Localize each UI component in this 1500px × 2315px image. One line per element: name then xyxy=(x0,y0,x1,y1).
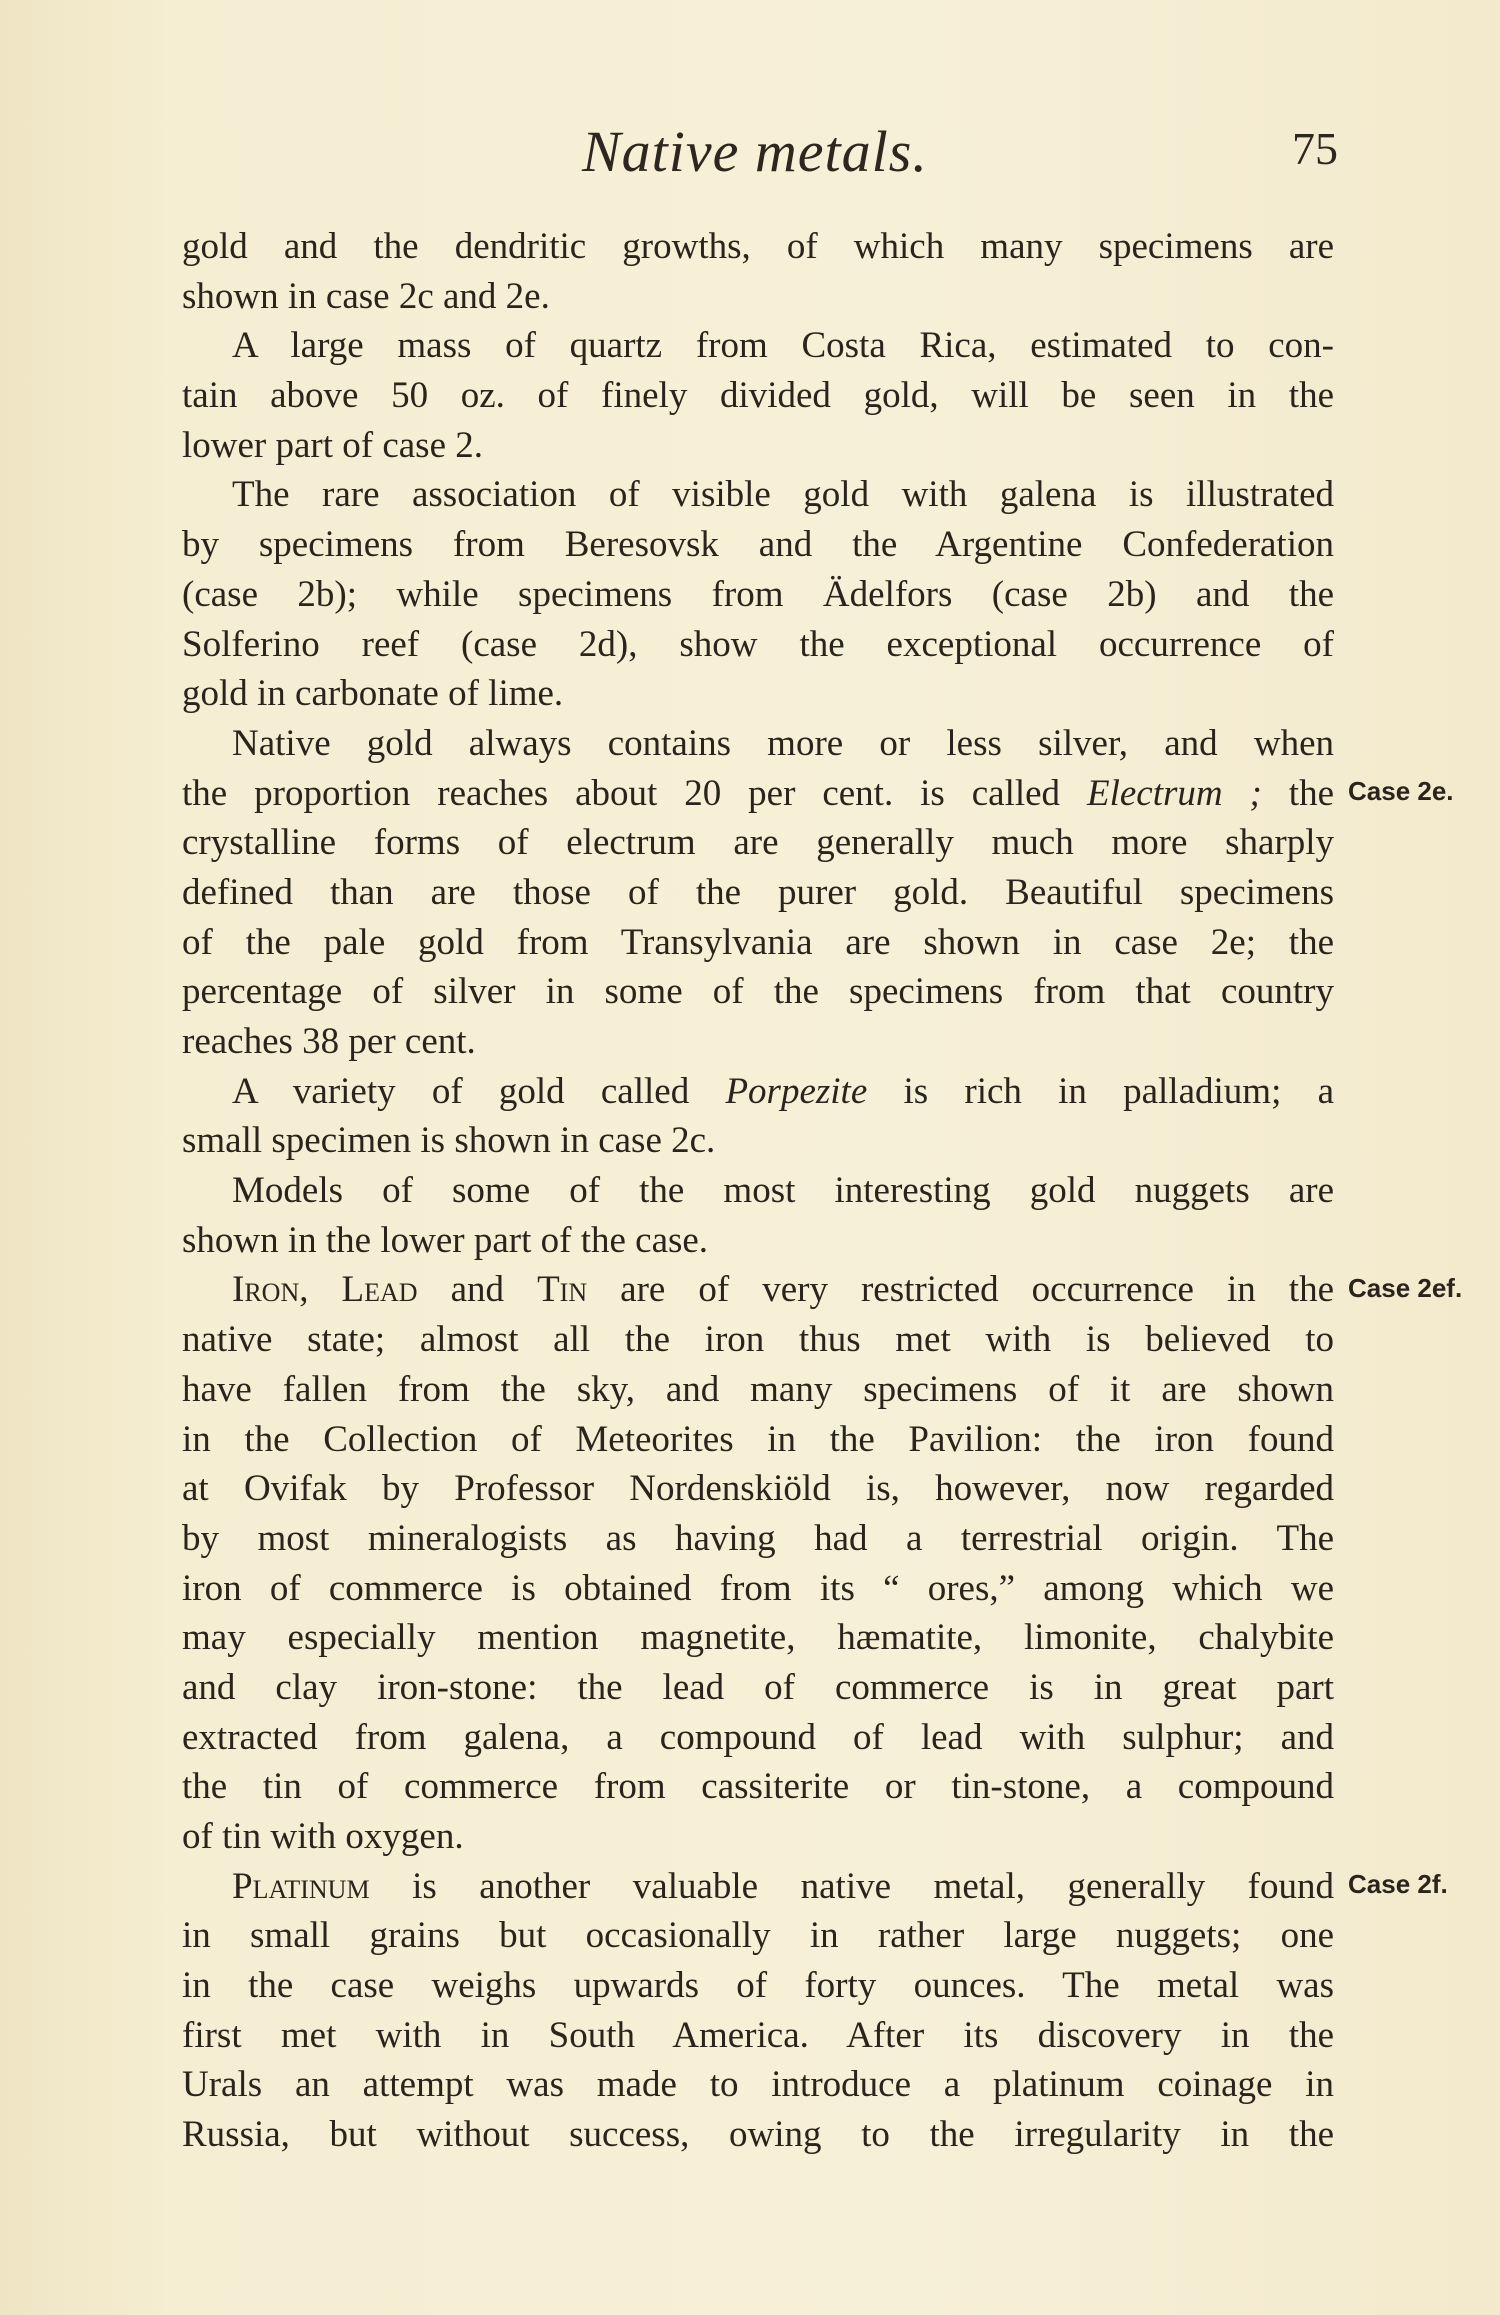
text-line: defined than are those of the purer gold. Beautiful specimens xyxy=(182,871,1334,913)
term-porpezite: Porpezite xyxy=(725,1070,868,1112)
text-run: A variety of gold called xyxy=(232,1070,726,1112)
text-line: extracted from galena, a compound of lead with sulphur; and xyxy=(182,1716,1334,1758)
text-line: The rare association of visible gold with galena is illustrated xyxy=(232,474,1334,516)
text-line: (case 2b); while specimens from Ädelfors (case 2b) and the xyxy=(182,573,1334,615)
text-line: Models of some of the most interesting gold nuggets are xyxy=(232,1170,1334,1212)
text-run: is rich in palladium; a xyxy=(867,1070,1334,1112)
text-run: the xyxy=(1261,772,1335,814)
text-run: and xyxy=(417,1269,538,1311)
text-line: and clay iron-stone: the lead of commerce is in great part xyxy=(182,1666,1334,1708)
margin-note-case-2f: Case 2f. xyxy=(1348,1869,1448,1899)
text-line xyxy=(182,1862,1334,1912)
text-line: in the case weighs upwards of forty ounces. The metal was xyxy=(182,1965,1334,2007)
text-line: native state; almost all the iron thus met with is believed to xyxy=(182,1319,1334,1361)
running-head xyxy=(0,118,1500,188)
term-tin: Tin xyxy=(537,1269,588,1311)
text-line: of tin with oxygen. xyxy=(182,1816,464,1857)
text-line: Russia, but without success, owing to the irregularity in the xyxy=(182,2114,1334,2156)
text-line xyxy=(182,1265,1334,1315)
text-line: reaches 38 per cent. xyxy=(182,1021,476,1062)
text-line: gold and the dendritic growths, of which many specimens are xyxy=(182,226,1334,267)
text-line: the tin of commerce from cassiterite or tin-stone, a compound xyxy=(182,1766,1334,1808)
margin-note-case-2e: Case 2e. xyxy=(1348,776,1454,806)
text-line: crystalline forms of electrum are generally much more sharply xyxy=(182,822,1334,864)
text-line: Native gold always contains more or less silver, and when xyxy=(232,722,1334,764)
text-line: shown in the lower part of the case. xyxy=(182,1219,709,1261)
text-line xyxy=(182,1067,1334,1117)
term-electrum: Electrum ; xyxy=(1087,772,1262,814)
text-run: , xyxy=(299,1269,342,1311)
text-line: A large mass of quartz from Costa Rica, estimated to con- xyxy=(232,325,1334,367)
text-run: the proportion reaches about 20 per cent. is called xyxy=(182,772,1087,814)
text-line: of the pale gold from Transylvania are shown in case 2e; the xyxy=(182,921,1334,963)
text-line: shown in case 2c and 2e. xyxy=(182,275,550,317)
term-lead: Lead xyxy=(341,1269,418,1311)
text-line: may especially mention magnetite, hæmatite, limonite, chalybite xyxy=(182,1617,1334,1659)
text-line: small specimen is shown in case 2c. xyxy=(182,1120,716,1162)
text-line: have fallen from the sky, and many specimens of it are shown xyxy=(182,1368,1334,1410)
text-line: first met with in South America. After its discovery in the xyxy=(182,2014,1334,2056)
text-line: lower part of case 2. xyxy=(182,424,484,466)
text-line: percentage of silver in some of the specimens from that country xyxy=(182,971,1334,1013)
text-line: Urals an attempt was made to introduce a platinum coinage in xyxy=(182,2064,1334,2106)
text-run: are of very restricted occurrence in the xyxy=(587,1269,1334,1311)
text-run: is another valuable native metal, generally found xyxy=(369,1865,1334,1907)
text-line: at Ovifak by Professor Nordenskiöld is, however, now regarded xyxy=(182,1468,1334,1510)
text-line: tain above 50 oz. of finely divided gold, will be seen in the xyxy=(182,375,1334,417)
text-line: Solferino reef (case 2d), show the exceptional occurrence of xyxy=(182,623,1334,665)
text-line: by specimens from Beresovsk and the Argentine Confederation xyxy=(182,524,1334,566)
text-line xyxy=(182,769,1334,819)
margin-note-case-2ef: Case 2ef. xyxy=(1348,1273,1463,1303)
text-line: iron of commerce is obtained from its “ ores,” among which we xyxy=(182,1567,1334,1609)
text-line: gold in carbonate of lime. xyxy=(182,673,564,715)
running-title: Native metals. xyxy=(582,119,928,184)
page-number: 75 xyxy=(1292,123,1338,174)
body-text xyxy=(182,222,1334,2160)
text-line: in the Collection of Meteorites in the Pavilion: the iron found xyxy=(182,1418,1334,1460)
text-line: by most mineralogists as having had a terrestrial origin. The xyxy=(182,1517,1334,1559)
term-iron: Iron xyxy=(232,1269,300,1311)
term-platinum: Platinum xyxy=(232,1865,370,1907)
text-line: in small grains but occasionally in rather large nuggets; one xyxy=(182,1915,1334,1957)
